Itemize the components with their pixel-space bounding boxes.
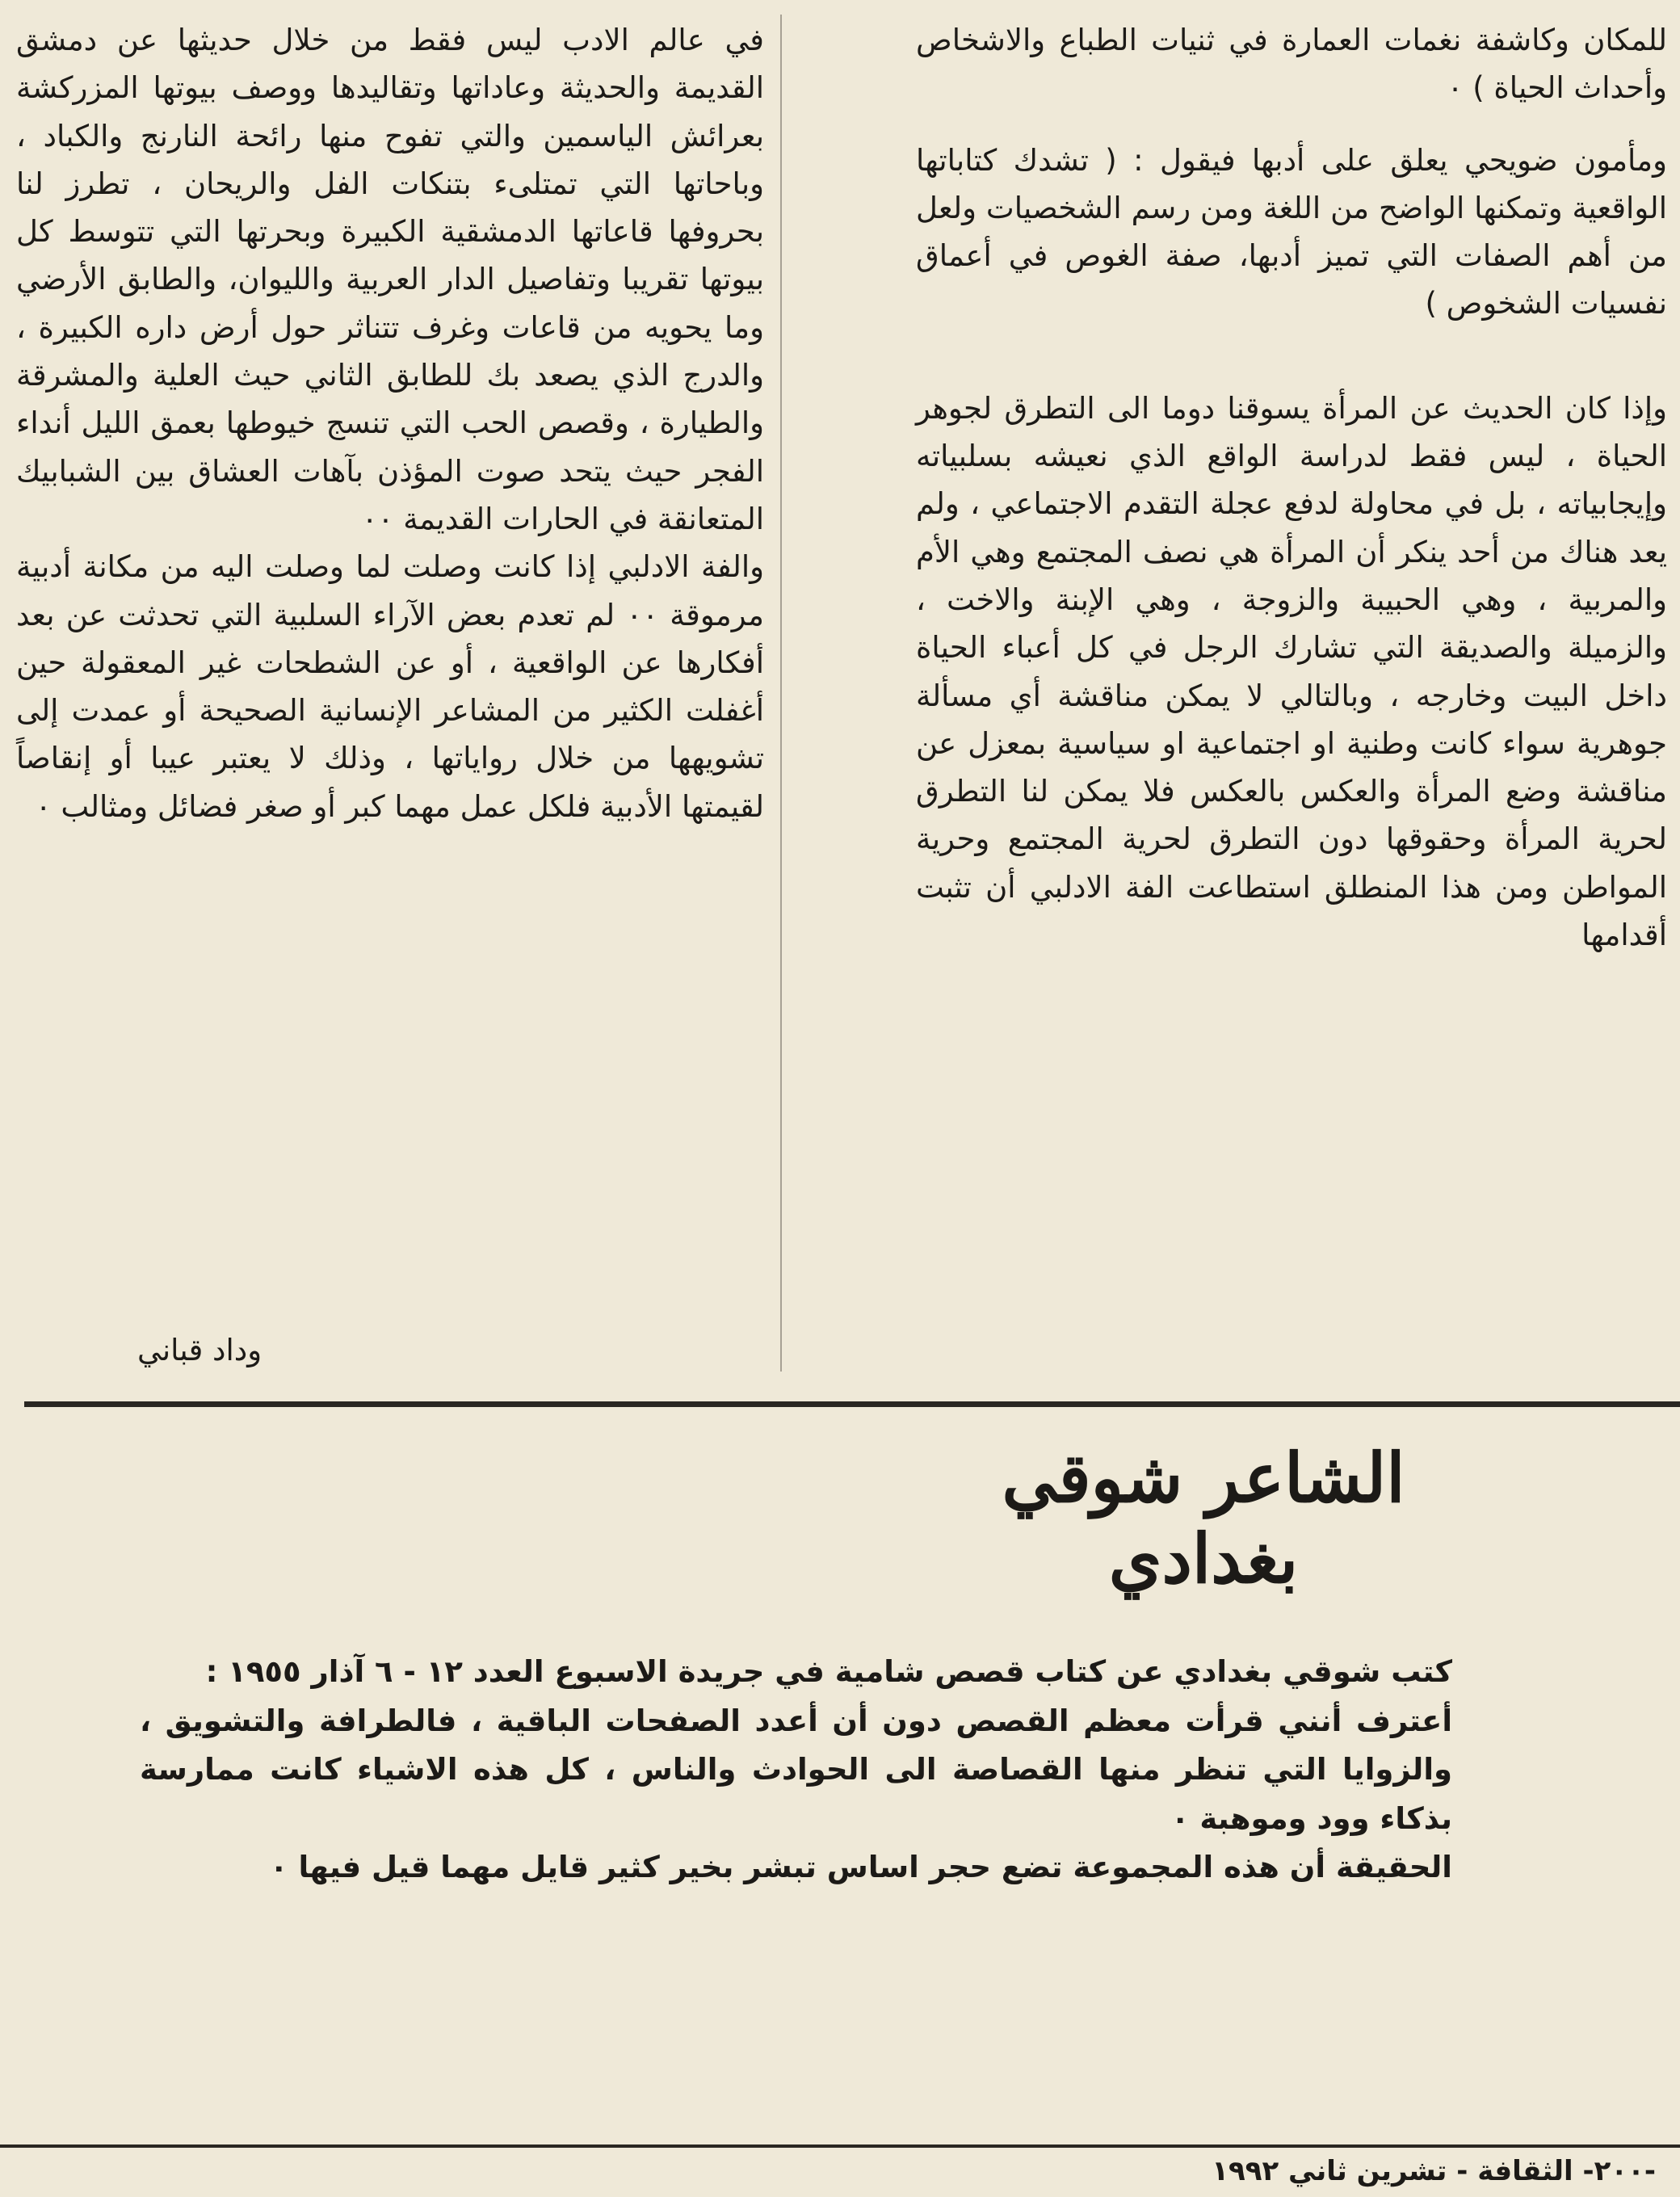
section-divider	[24, 1401, 1680, 1407]
footer-divider	[0, 2144, 1680, 2148]
article-paragraph-1: كتب شوقي بغدادي عن كتاب قصص شامية في جريدة الاسبوع العدد ١٢ - ٦ آذار ١٩٥٥ :	[205, 1654, 1452, 1689]
article-body	[140, 1648, 1452, 1892]
right-column	[916, 16, 1667, 959]
left-column	[16, 16, 764, 830]
left-column-paragraph-2: والفة الادلبي إذا كانت وصلت لما وصلت اليه من مكانة أدبية مرموقة ٠٠ لم تعدم بعض الآراء السلبية التي تحدثت عن بعد أفكارها عن الواقعية ، أو عن الشطحات غير المعقولة حين أغفلت الكثير من المشاعر الإنسانية الصحيحة أو عمدت إلى تشويهها من خلال رواياتها ، وذلك لا يعتبر عيبا أو إنقاصاً لقيمتها الأدبية فلكل عمل مهما كبر أو صغر فضائل ومثالب ٠	[16, 549, 764, 824]
page-footer: -٢٠٠- الثقافة - تشرين ثاني ١٩٩٢	[1212, 2155, 1656, 2187]
author-signature: وداد قباني	[137, 1333, 262, 1367]
article-paragraph-2: أعترف أنني قرأت معظم القصص دون أن أعدد الصفحات الباقية ، فالطرافة والتشويق ، والزوايا التي تنظر منها القصاصة الى الحوادث والناس ، كل هذه الاشياء كانت ممارسة بذكاء وود وموهبة ٠	[140, 1703, 1452, 1836]
column-divider	[780, 15, 782, 1372]
right-column-paragraph-1: للمكان وكاشفة نغمات العمارة في ثنيات الطباع والاشخاص وأحداث الحياة ) ٠	[916, 23, 1667, 106]
left-column-paragraph-1: في عالم الادب ليس فقط من خلال حديثها عن دمشق القديمة والحديثة وعاداتها وتقاليدها ووصف بيوتها المزركشة بعرائش الياسمين والتي تفوح منها رائحة النارنج والكباد ، وباحاتها التي تمتلىء بتنكات الفل والريحان ، تطرز لنا بحروفها قاعاتها الدمشقية الكبيرة وبحرتها التي تتوسط كل بيوتها تقريبا وتفاصيل الدار العربية والليوان، والطابق الأرضي وما يحويه من قاعات وغرف تتناثر حول أرض داره الكبيرة ، والدرج الذي يصعد بك للطابق الثاني حيث العلية والمشرقة والطيارة ، وقصص الحب التي تنسج خيوطها بعمق الليل أنداء الفجر حيث يتحد صوت المؤذن بآهات العشاق بين الشبابيك المتعانقة في الحارات القديمة ٠٠	[16, 23, 764, 536]
section-headline: الشاعر شوقي بغدادي	[1002, 1438, 1405, 1598]
article-paragraph-3: الحقيقة أن هذه المجموعة تضع حجر اساس تبشر بخير كثير قايل مهما قيل فيها ٠	[269, 1850, 1452, 1884]
right-column-paragraph-2: ومأمون ضويحي يعلق على أدبها فيقول : ( تشدك كتاباتها الواقعية وتمكنها الواضح من اللغة ومن رسم الشخصيات ولعل من أهم الصفات التي تميز أدبها، صفة الغوص في أعماق نفسيات الشخوص )	[916, 142, 1667, 321]
right-column-paragraph-3: وإذا كان الحديث عن المرأة يسوقنا دوما الى التطرق لجوهر الحياة ، ليس فقط لدراسة الواقع الذي نعيشه بسلبياته وإيجابياته ، بل في محاولة لدفع عجلة التقدم الاجتماعي ، ولم يعد هناك من أحد ينكر أن المرأة هي نصف المجتمع وهي الأم والمربية ، وهي الحبيبة والزوجة ، وهي الإبنة والاخت ، والزميلة والصديقة التي تشارك الرجل في كل أعباء الحياة داخل البيت وخارجه ، وبالتالي لا يمكن مناقشة أي مسألة جوهرية سواء كانت وطنية او اجتماعية او سياسية بمعزل عن مناقشة وضع المرأة والعكس بالعكس فلا يمكن لنا التطرق لحرية المرأة وحقوقها دون التطرق لحرية المجتمع وحرية المواطن ومن هذا المنطلق استطاعت الفة الادلبي أن تثبت أقدامها	[916, 390, 1667, 953]
